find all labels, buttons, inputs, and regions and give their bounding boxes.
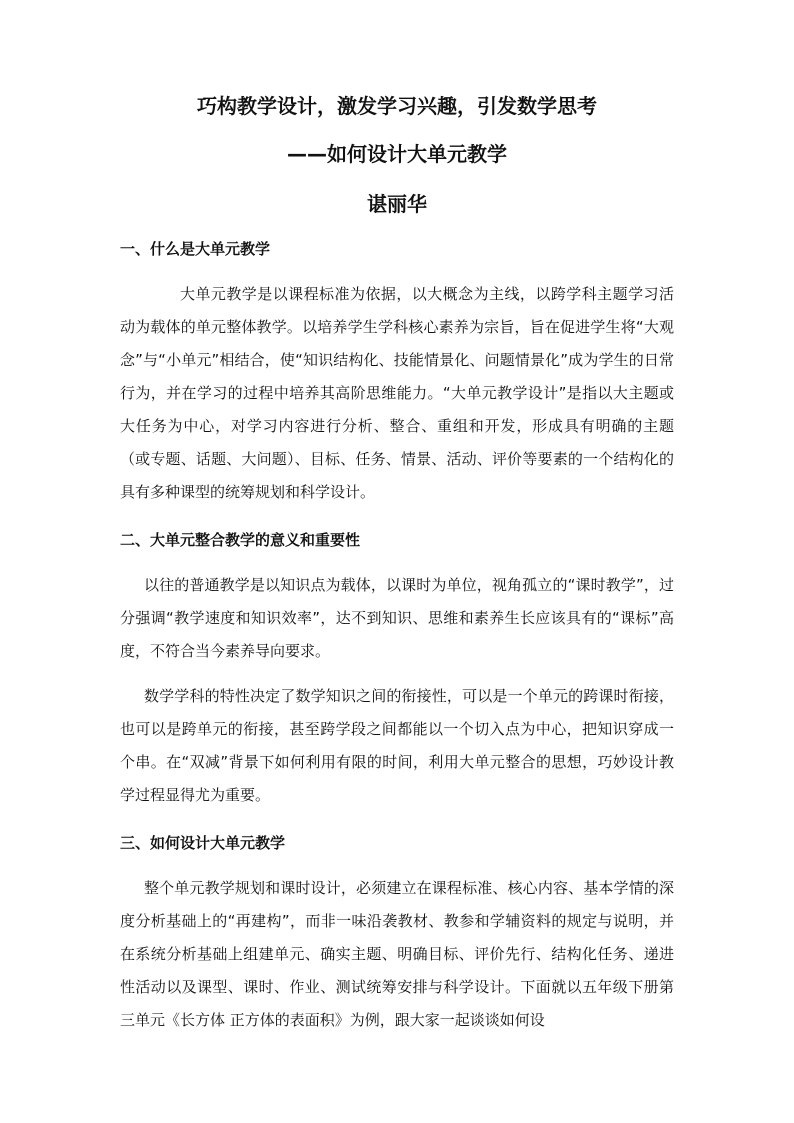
document-title: 巧构教学设计，激发学习兴趣，引发数学思考 (197, 94, 597, 118)
section-heading-3: 三、如何设计大单元教学 (120, 834, 286, 852)
document-author: 谌丽华 (367, 192, 427, 216)
section-2-paragraph-2: 数学学科的特性决定了数学知识之间的衔接性，可以是一个单元的跨课时衔接，也可以是跨单元的衔接，甚至跨学段之间都能以一个切入点为中心，把知识穿成一个串。在“双减”背景下如何利用有限的时间，利用大单元整合的思想，巧妙设计教学过程显得尤为重要。 (120, 687, 674, 804)
section-2-paragraph-1: 以往的普通教学是以知识点为载体，以课时为单位，视角孤立的“课时教学”，过分强调“教学速度和知识效率”，达不到知识、思维和素养生长应该具有的“课标”高度，不符合当今素养导向要求。 (120, 576, 674, 660)
document-subtitle: ——如何设计大单元教学 (287, 142, 507, 166)
section-1-paragraph-1: 大单元教学是以课程标准为依据，以大概念为主线，以跨学科主题学习活动为载体的单元整体教学。以培养学生学科核心素养为宗旨，旨在促进学生将“大观念”与“小单元”相结合，使“知识结构化、技能情景化、问题情景化”成为学生的日常行为，并在学习的过程中培养其高阶思维能力。“大单元教学设计”是指以大主题或大任务为中心，对学习内容进行分析、整合、重组和开发，形成具有明确的主题（或专题、话题、大问题）、目标、任务、情景、活动、评价等要素的一个结构化的具有多种课型的统筹规划和科学设计。 (120, 285, 674, 501)
section-heading-2: 二、大单元整合教学的意义和重要性 (120, 531, 361, 549)
section-3-paragraph-1: 整个单元教学规划和课时设计，必须建立在课程标准、核心内容、基本学情的深度分析基础上的“再建构”，而非一味沿袭教材、教参和学辅资料的规定与说明，并在系统分析基础上组建单元、确实主题、明确目标、评价先行、结构化任务、递进性活动以及课型、课时、作业、测试统筹安排与科学设计。下面就以五年级下册第三单元《长方体 正方体的表面积》为例，跟大家一起谈谈如何设 (120, 879, 674, 1029)
section-heading-1: 一、什么是大单元教学 (120, 240, 271, 258)
